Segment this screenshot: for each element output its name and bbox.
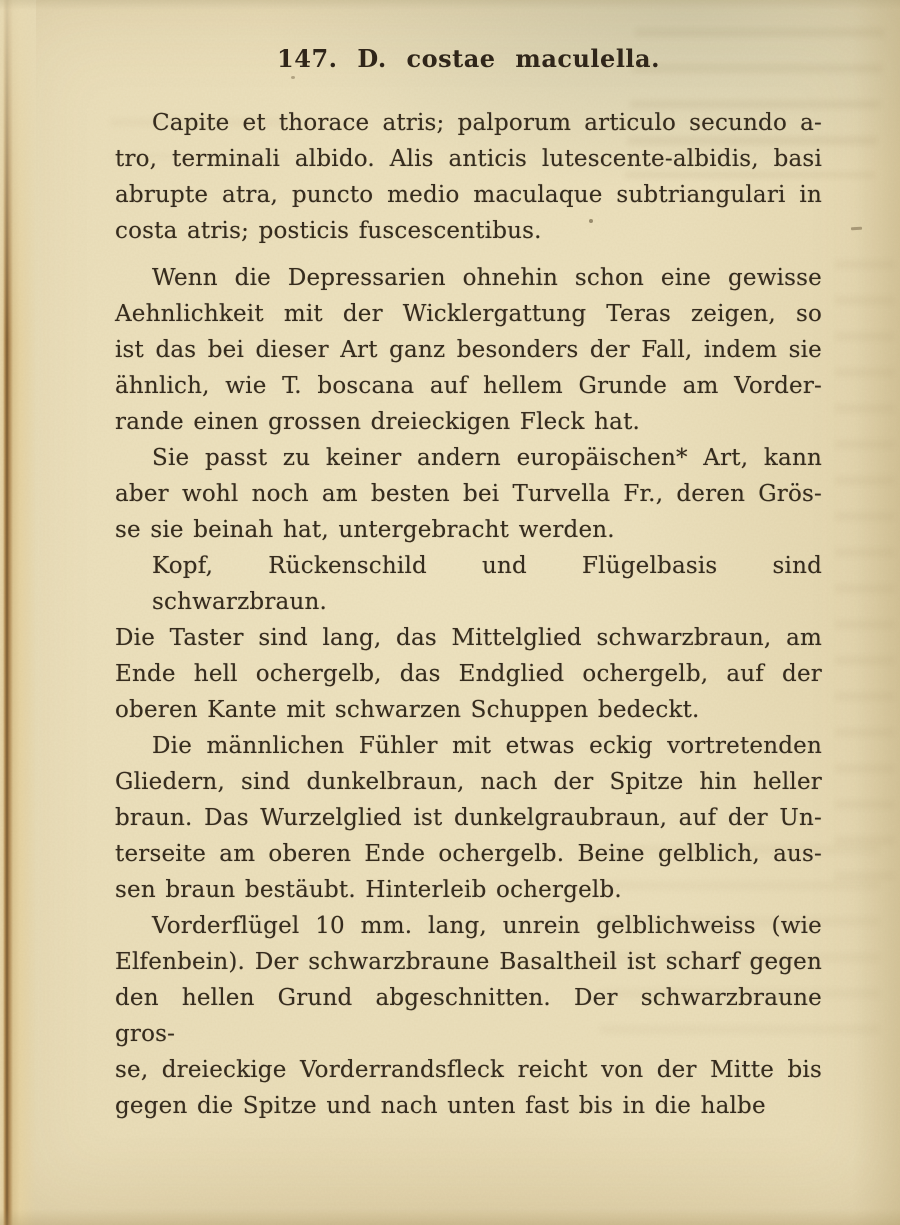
text-line: Die männlichen Fühler mit etwas eckig vortretenden <box>152 733 822 759</box>
text-line: braun. Das Wurzelglied ist dunkelgraubraun, auf der Un- <box>115 805 822 831</box>
text-line: sen braun bestäubt. Hinterleib ochergelb. <box>115 877 622 903</box>
paragraph-vorderfluegel <box>115 908 822 1124</box>
text-line: se, dreieckige Vorderrandsfleck reicht von der Mitte bis <box>115 1057 822 1083</box>
text-line: Ende hell ochergelb, das Endglied ochergelb, auf der <box>115 661 822 687</box>
text-line: Vorderflügel 10 mm. lang, unrein gelblichweiss (wie <box>152 913 822 939</box>
page-edge-shading-top <box>0 0 900 10</box>
page-edge-shading-bottom <box>0 1209 900 1225</box>
text-line: oberen Kante mit schwarzen Schuppen bedeckt. <box>115 697 700 723</box>
text-line: gegen die Spitze und nach unten fast bis in die halbe <box>115 1093 766 1119</box>
text-line: ähnlich, wie T. boscana auf hellem Grunde am Vorder- <box>115 373 822 399</box>
section-heading: 147. D. costae maculella. <box>277 44 660 73</box>
text-line: ist das bei dieser Art ganz besonders der Fall, indem sie <box>115 337 822 363</box>
text-line: Kopf, Rückenschild und Flügelbasis sind schwarzbraun. <box>152 553 822 615</box>
text-line: tro, terminali albido. Alis anticis lutescente-albidis, basi <box>115 146 822 172</box>
text-line: Sie passt zu keiner andern europäischen* Art, kann <box>152 445 822 471</box>
text-line: Elfenbein). Der schwarzbraune Basaltheil ist scharf gegen <box>115 949 822 975</box>
text-line: Capite et thorace atris; palporum articulo secundo a- <box>152 110 822 136</box>
paragraph-kopf-rueckenschild <box>115 548 822 728</box>
text-line: den hellen Grund abgeschnitten. Der schwarzbraune gros- <box>115 985 822 1047</box>
text-line: abrupte atra, puncto medio maculaque subtriangulari in <box>115 182 822 208</box>
ink-speck <box>589 219 593 223</box>
text-line: costa atris; posticis fuscescentibus. <box>115 218 542 244</box>
text-line: terseite am oberen Ende ochergelb. Beine gelblich, aus- <box>115 841 822 867</box>
text-line: Wenn die Depressarien ohnehin schon eine gewisse <box>152 265 822 291</box>
text-line: Die Taster sind lang, das Mittelglied schwarzbraun, am <box>115 625 822 651</box>
text-column <box>115 44 822 1124</box>
text-line: rande einen grossen dreieckigen Fleck hat. <box>115 409 641 435</box>
text-line: se sie beinah hat, untergebracht werden. <box>115 517 615 543</box>
paragraph-sie-passt <box>115 440 822 548</box>
text-line: Gliedern, sind dunkelbraun, nach der Spitze hin heller <box>115 769 822 795</box>
ink-speck <box>291 76 295 79</box>
text-line: Aehnlichkeit mit der Wicklergattung Teras zeigen, so <box>115 301 822 327</box>
text-line: aber wohl noch am besten bei Turvella Fr., deren Grös- <box>115 481 822 507</box>
paragraph-wenn-die-depressarien <box>115 260 822 440</box>
paragraph-latin-diagnosis <box>115 105 822 249</box>
binding-edge-fade <box>0 0 36 340</box>
paragraph-maennliche-fuehler <box>115 728 822 908</box>
page-edge-shading-right <box>852 0 900 1225</box>
body-text <box>115 105 822 1124</box>
